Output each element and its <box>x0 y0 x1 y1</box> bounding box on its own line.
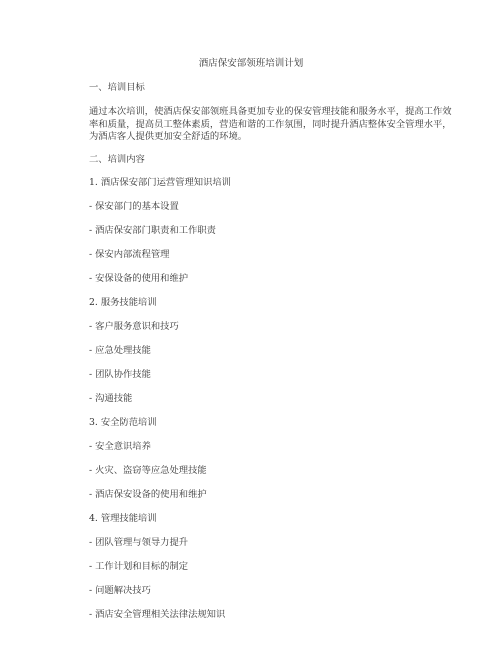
list-item: - 酒店安全管理相关法律法规知识 <box>89 609 226 620</box>
goals-paragraph <box>89 106 452 144</box>
list-item: - 问题解决技巧 <box>89 585 151 596</box>
list-item: 1. 酒店保安部门运营管理知识培训 <box>89 177 231 188</box>
list-item: 3. 安全防范培训 <box>89 417 157 428</box>
list-item: - 沟通技能 <box>89 393 133 404</box>
list-item: - 安保设备的使用和维护 <box>89 273 189 284</box>
document-title: 酒店保安部领班培训计划 <box>198 58 304 69</box>
list-item: - 团队协作技能 <box>89 369 151 380</box>
list-item: - 酒店保安部门职责和工作职责 <box>89 225 216 236</box>
list-item: 4. 管理技能培训 <box>89 513 157 524</box>
section-heading-content: 二、培训内容 <box>89 154 145 165</box>
list-item: - 客户服务意识和技巧 <box>89 321 179 332</box>
list-item: - 保安内部流程管理 <box>89 249 170 260</box>
list-item: - 安全意识培养 <box>89 441 151 452</box>
list-item: - 工作计划和目标的制定 <box>89 561 189 572</box>
paragraph-line: 率和质量，提高员工整体素质，营造和谐的工作氛围，同时提升酒店整体安全管理水平， <box>89 118 452 130</box>
list-item: - 应急处理技能 <box>89 345 151 356</box>
paragraph-line: 为酒店客人提供更加安全舒适的环境。 <box>89 131 248 142</box>
section-heading-goals: 一、培训目标 <box>89 82 145 93</box>
list-item: - 保安部门的基本设置 <box>89 201 179 212</box>
paragraph-line: 通过本次培训，使酒店保安部领班具备更加专业的保安管理技能和服务水平，提高工作效 <box>89 106 452 117</box>
list-item: 2. 服务技能培训 <box>89 297 157 308</box>
list-item: - 酒店保安设备的使用和维护 <box>89 489 207 500</box>
list-item: - 火灾、盗窃等应急处理技能 <box>89 465 207 476</box>
list-item: - 团队管理与领导力提升 <box>89 537 189 548</box>
